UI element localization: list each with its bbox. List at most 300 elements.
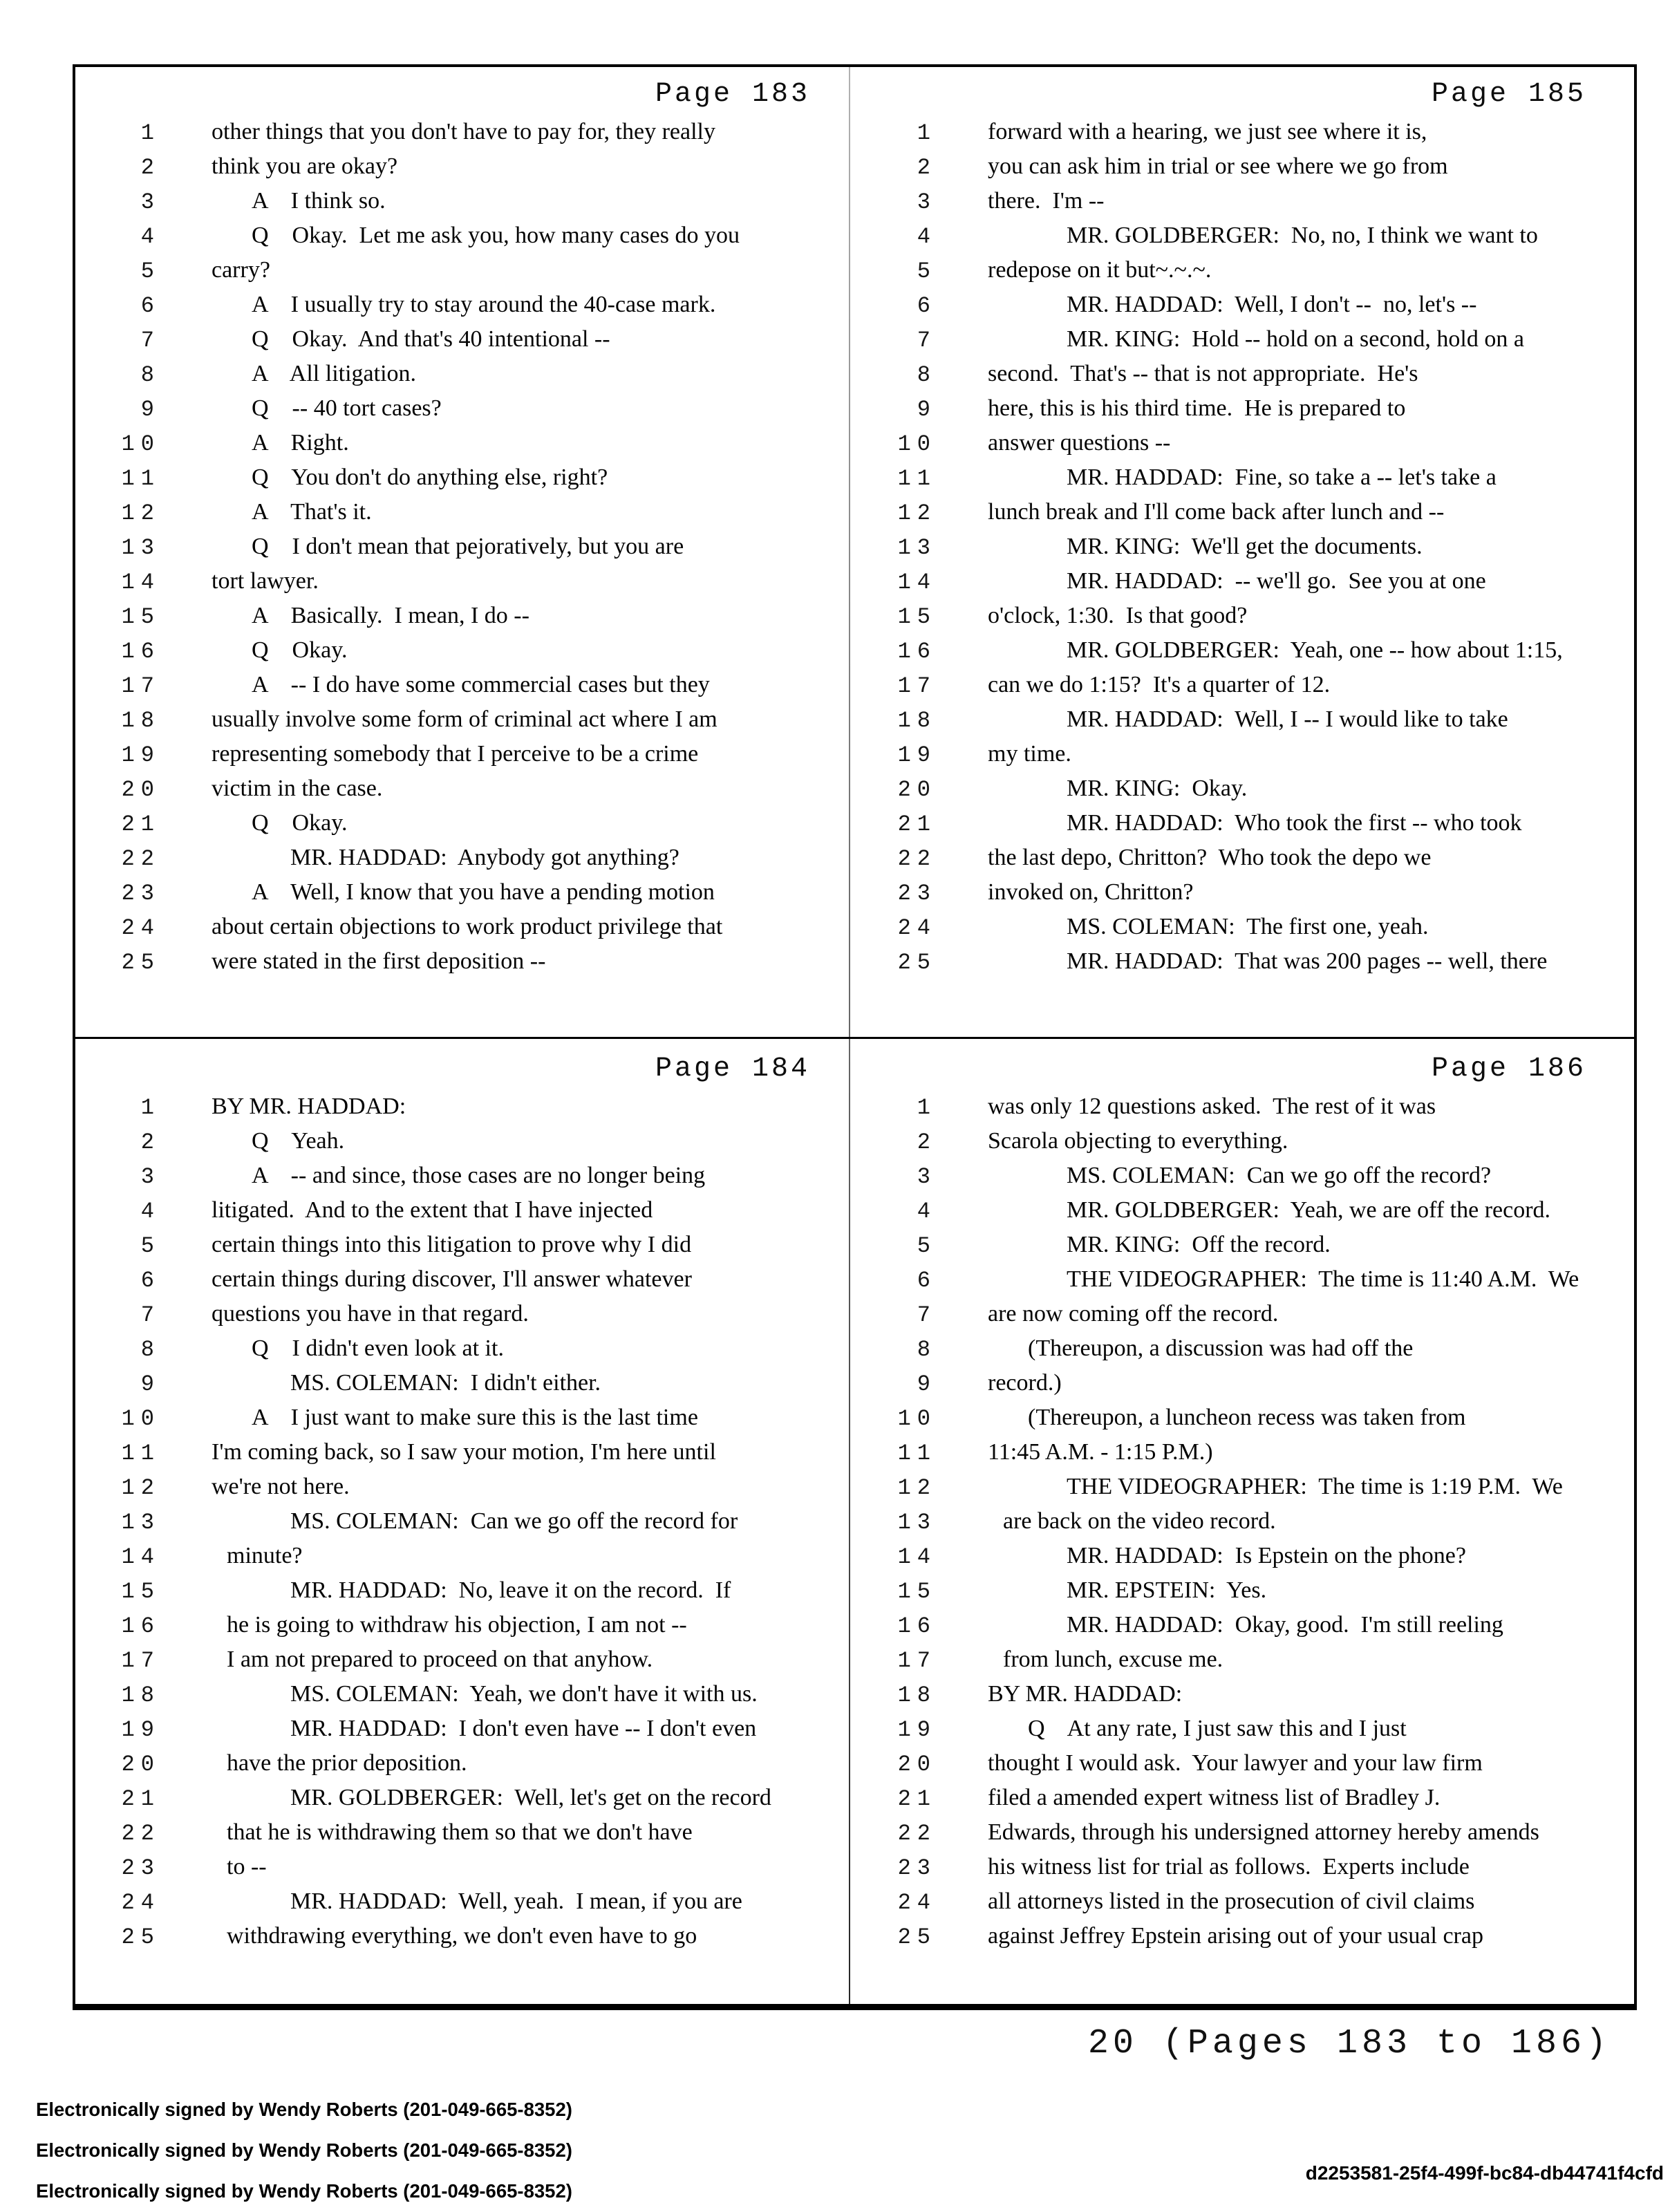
line-number: 12 [121,500,160,526]
transcript-line [873,288,1607,322]
line-number: 12 [897,500,937,526]
line-text: against Jeffrey Epstein arising out of your usual crap [988,1923,1483,1949]
transcript-line [97,910,831,944]
transcript-line [873,115,1607,149]
line-text: A All litigation. [252,361,417,386]
line-number: 17 [897,673,937,699]
line-number: 9 [140,397,160,422]
transcript-line [97,771,831,806]
transcript-line [873,910,1607,944]
transcript-line [97,1435,831,1470]
line-number: 13 [897,1510,937,1535]
line-text: certain things during discover, I'll answer whatever [212,1266,692,1292]
line-text: are back on the video record. [1003,1508,1276,1534]
line-number: 7 [140,328,160,353]
transcript-line [873,1228,1607,1262]
line-text: A Well, I know that you have a pending motion [252,879,715,905]
transcript-line [97,1262,831,1297]
transcript-line [873,149,1607,184]
line-text: Q -- 40 tort cases? [252,395,442,421]
transcript-line [97,1573,831,1608]
transcript-line [873,633,1607,668]
transcript-line [97,806,831,841]
line-number: 2 [917,1130,937,1155]
line-number: 2 [140,155,160,180]
line-text: about certain objections to work product privilege that [212,914,723,939]
page-186-header: Page 186 [1431,1053,1586,1085]
signature-line: Electronically signed by Wendy Roberts (201-049-665-8352) [36,2099,572,2120]
transcript-line [97,1884,831,1919]
transcript-line [873,1781,1607,1815]
line-text: A -- I do have some commercial cases but they [252,672,710,697]
transcript-line [97,115,831,149]
line-text: Q I didn't even look at it. [252,1335,504,1361]
transcript-line [97,668,831,702]
transcript-line [97,1228,831,1262]
line-number: 23 [121,881,160,906]
transcript-line [97,1642,831,1677]
transcript-line [873,1884,1607,1919]
line-number: 17 [121,673,160,699]
transcript-line [873,564,1607,599]
line-number: 4 [917,1199,937,1224]
line-text: can we do 1:15? It's a quarter of 12. [988,672,1331,697]
line-number: 21 [121,1786,160,1812]
transcript-line [97,426,831,460]
line-text: think you are okay? [212,153,398,179]
line-number: 3 [917,189,937,215]
transcript-line [873,1124,1607,1159]
line-number: 12 [121,1475,160,1501]
line-number: 1 [917,120,937,146]
line-number: 13 [897,535,937,561]
line-text: THE VIDEOGRAPHER: The time is 1:19 P.M. We [1067,1474,1563,1499]
line-text: Edwards, through his undersigned attorney hereby amends [988,1819,1539,1845]
transcript-line [97,875,831,910]
transcript-line [97,1124,831,1159]
transcript-line [873,1919,1607,1953]
transcript-line [97,737,831,771]
line-number: 19 [897,1717,937,1743]
line-number: 18 [897,1683,937,1708]
line-text: MR. GOLDBERGER: Yeah, we are off the record. [1067,1197,1551,1223]
line-number: 9 [140,1371,160,1397]
line-text: MR. HADDAD: Well, I -- I would like to take [1067,706,1508,732]
line-number: 11 [897,1441,937,1466]
transcript-line [873,1677,1607,1712]
line-text: MR. HADDAD: Fine, so take a -- let's take a [1067,465,1497,490]
transcript-line [97,184,831,218]
transcript-line [97,599,831,633]
line-text: MS. COLEMAN: Can we go off the record for [290,1508,738,1534]
transcript-line [873,218,1607,253]
line-text: THE VIDEOGRAPHER: The time is 11:40 A.M. We [1067,1266,1579,1292]
transcript-line [97,1815,831,1850]
transcript-line [97,1400,831,1435]
transcript-line [873,1712,1607,1746]
line-number: 1 [140,120,160,146]
line-number: 19 [121,1717,160,1743]
transcript-line [97,1539,831,1573]
line-text: withdrawing everything, we don't even have to go [227,1923,697,1949]
horizontal-divider [73,1037,1637,1039]
line-text: MR. KING: We'll get the documents. [1067,534,1423,559]
transcript-line [97,495,831,529]
transcript-line [873,1539,1607,1573]
transcript-line [873,184,1607,218]
line-number: 19 [897,742,937,768]
line-text: redepose on it but~.~.~. [988,257,1212,283]
line-text: MR. HADDAD: Well, yeah. I mean, if you are [290,1888,742,1914]
line-text: Q At any rate, I just saw this and I just [1028,1716,1407,1741]
page-185-quadrant [873,75,1607,979]
line-number: 14 [121,1544,160,1570]
line-text: MS. COLEMAN: I didn't either. [290,1370,601,1396]
line-text: certain things into this litigation to prove why I did [212,1232,692,1257]
line-number: 15 [897,604,937,630]
line-number: 16 [897,1613,937,1639]
line-text: minute? [227,1543,303,1568]
transcript-line [97,1712,831,1746]
line-text: (Thereupon, a luncheon recess was taken from [1028,1405,1466,1430]
line-number: 25 [897,1924,937,1950]
line-number: 9 [917,397,937,422]
transcript-line [97,1608,831,1642]
transcript-line [97,1193,831,1228]
line-text: MR. HADDAD: Well, I don't -- no, let's -- [1067,292,1477,317]
line-number: 16 [121,639,160,664]
line-number: 21 [121,812,160,837]
transcript-line [873,1297,1607,1331]
transcript-line [97,253,831,288]
line-text: Q Okay. And that's 40 intentional -- [252,326,610,352]
transcript-line [873,426,1607,460]
line-number: 17 [897,1648,937,1674]
transcript-line [97,391,831,426]
transcript-line [873,806,1607,841]
line-text: victim in the case. [212,776,383,801]
sheet-page-label: 20 (Pages 183 to 186) [1087,2024,1611,2063]
transcript-line [873,391,1607,426]
line-text: Scarola objecting to everything. [988,1128,1288,1154]
line-number: 23 [897,881,937,906]
line-text: MR. HADDAD: No, leave it on the record. If [290,1577,731,1603]
transcript-line [97,1470,831,1504]
transcript-line [97,1504,831,1539]
line-text: MR. KING: Off the record. [1067,1232,1331,1257]
transcript-line [873,668,1607,702]
line-number: 5 [917,259,937,284]
line-text: Q Yeah. [252,1128,345,1154]
line-text: carry? [212,257,270,283]
line-text: MS. COLEMAN: Can we go off the record? [1067,1163,1492,1188]
line-number: 18 [897,708,937,733]
transcript-line [873,1642,1607,1677]
line-text: MR. KING: Okay. [1067,776,1248,801]
transcript-line [873,1089,1607,1124]
line-text: MR. HADDAD: -- we'll go. See you at one [1067,568,1486,594]
line-number: 14 [897,1544,937,1570]
line-number: 13 [121,535,160,561]
line-number: 24 [897,1890,937,1915]
line-text: MS. COLEMAN: The first one, yeah. [1067,914,1429,939]
transcript-line [873,944,1607,979]
line-number: 20 [121,777,160,803]
transcript-line [97,1297,831,1331]
line-text: MR. HADDAD: That was 200 pages -- well, there [1067,948,1548,974]
line-text: BY MR. HADDAD: [988,1681,1183,1707]
line-number: 1 [917,1095,937,1121]
line-number: 16 [897,639,937,664]
line-text: A Basically. I mean, I do -- [252,603,529,628]
line-text: second. That's -- that is not appropriate. He's [988,361,1418,386]
line-number: 8 [140,362,160,388]
transcript-line [873,1262,1607,1297]
line-text: the last depo, Chritton? Who took the depo we [988,845,1432,870]
line-text: answer questions -- [988,430,1171,456]
line-number: 9 [917,1371,937,1397]
line-number: 11 [121,1441,160,1466]
line-text: all attorneys listed in the prosecution of civil claims [988,1888,1475,1914]
transcript-line [873,495,1607,529]
line-text: were stated in the first deposition -- [212,948,546,974]
line-number: 14 [121,570,160,595]
line-number: 25 [121,950,160,975]
line-text: A -- and since, those cases are no longer being [252,1163,706,1188]
line-number: 10 [897,1406,937,1432]
line-number: 11 [897,466,937,491]
line-text: Q You don't do anything else, right? [252,465,608,490]
line-number: 22 [121,1821,160,1846]
transcript-line [873,702,1607,737]
line-text: MR. GOLDBERGER: Well, let's get on the record [290,1785,771,1810]
line-number: 8 [917,362,937,388]
line-number: 2 [140,1130,160,1155]
page-186-quadrant [873,1049,1607,1953]
transcript-line [873,322,1607,357]
transcript-line [873,1435,1607,1470]
transcript-line [97,1746,831,1781]
transcript-line [873,1815,1607,1850]
line-number: 14 [897,570,937,595]
line-number: 24 [121,1890,160,1915]
line-number: 10 [121,1406,160,1432]
line-number: 21 [897,812,937,837]
transcript-line [873,1193,1607,1228]
page-185-header: Page 185 [1431,79,1586,110]
line-text: A I just want to make sure this is the last time [252,1405,698,1430]
page-183-header: Page 183 [655,79,810,110]
transcript-line [873,841,1607,875]
transcript-line [97,1366,831,1400]
line-number: 12 [897,1475,937,1501]
transcript-line [873,1504,1607,1539]
page-184-quadrant [97,1049,831,1953]
line-text: 11:45 A.M. - 1:15 P.M.) [988,1439,1213,1465]
transcript-line [873,253,1607,288]
line-text: invoked on, Chritton? [988,879,1194,905]
line-number: 20 [897,777,937,803]
line-number: 6 [140,1268,160,1293]
line-number: 23 [897,1855,937,1881]
page-185-body [873,115,1607,979]
line-text: MR. KING: Hold -- hold on a second, hold on a [1067,326,1524,352]
transcript-line [97,357,831,391]
line-number: 2 [917,155,937,180]
line-text: MR. GOLDBERGER: Yeah, one -- how about 1:15, [1067,637,1563,663]
transcript-line [97,1677,831,1712]
page-183-quadrant [97,75,831,979]
line-number: 23 [121,1855,160,1881]
line-text: Q I don't mean that pejoratively, but you are [252,534,684,559]
line-text: MR. HADDAD: Is Epstein on the phone? [1067,1543,1466,1568]
transcript-line [97,944,831,979]
line-text: litigated. And to the extent that I have injected [212,1197,653,1223]
transcript-line [97,529,831,564]
transcript-line [97,1781,831,1815]
line-number: 5 [140,1233,160,1259]
line-text: we're not here. [212,1474,350,1499]
line-text: Q Okay. [252,637,348,663]
transcript-line [97,1331,831,1366]
document-id: d2253581-25f4-499f-bc84-db44741f4cfd [1305,2162,1664,2184]
transcript-line [97,633,831,668]
transcript-line [873,771,1607,806]
vertical-divider [849,64,850,2010]
transcript-line [873,1366,1607,1400]
transcript-line [873,1608,1607,1642]
line-number: 25 [121,1924,160,1950]
line-text: are now coming off the record. [988,1301,1279,1327]
line-text: other things that you don't have to pay for, they really [212,119,715,144]
line-number: 8 [917,1337,937,1362]
line-number: 5 [917,1233,937,1259]
signature-block [36,2089,572,2211]
line-text: A That's it. [252,499,372,525]
line-text: MR. EPSTEIN: Yes. [1067,1577,1267,1603]
line-number: 3 [917,1164,937,1190]
line-text: Q Okay. Let me ask you, how many cases do you [252,223,740,248]
line-text: (Thereupon, a discussion was had off the [1028,1335,1414,1361]
page-183-body [97,115,831,979]
line-text: I am not prepared to proceed on that anyhow. [227,1647,653,1672]
line-number: 25 [897,950,937,975]
line-number: 10 [121,431,160,457]
line-text: have the prior deposition. [227,1750,467,1776]
signature-line: Electronically signed by Wendy Roberts (201-049-665-8352) [36,2139,572,2161]
transcript-line [97,841,831,875]
transcript-line [873,1400,1607,1435]
transcript-line [873,1850,1607,1884]
line-number: 7 [140,1302,160,1328]
line-number: 22 [121,846,160,872]
line-number: 18 [121,1683,160,1708]
line-text: forward with a hearing, we just see where it is, [988,119,1427,144]
line-number: 15 [121,1579,160,1604]
line-text: I'm coming back, so I saw your motion, I'm here until [212,1439,716,1465]
line-text: MS. COLEMAN: Yeah, we don't have it with us. [290,1681,758,1707]
line-number: 5 [140,259,160,284]
line-text: my time. [988,741,1071,767]
transcript-line [873,529,1607,564]
line-number: 22 [897,1821,937,1846]
transcript-line [873,460,1607,495]
line-text: thought I would ask. Your lawyer and your law firm [988,1750,1483,1776]
line-number: 18 [121,708,160,733]
transcript-line [97,702,831,737]
transcript-line [97,288,831,322]
page-186-body [873,1089,1607,1953]
line-text: A I think so. [252,188,386,214]
line-text: that he is withdrawing them so that we don't have [227,1819,693,1845]
line-number: 6 [140,293,160,319]
line-number: 20 [121,1752,160,1777]
line-number: 19 [121,742,160,768]
line-text: BY MR. HADDAD: [212,1094,406,1119]
transcript-line [873,599,1607,633]
line-text: questions you have in that regard. [212,1301,529,1327]
page-184-body [97,1089,831,1953]
line-number: 7 [917,328,937,353]
transcript-line [873,737,1607,771]
line-number: 6 [917,293,937,319]
transcript-line [873,1159,1607,1193]
line-text: to -- [227,1854,267,1880]
transcript-line [873,1331,1607,1366]
line-number: 21 [897,1786,937,1812]
line-number: 13 [121,1510,160,1535]
line-number: 4 [140,224,160,250]
line-text: from lunch, excuse me. [1003,1647,1223,1672]
line-text: o'clock, 1:30. Is that good? [988,603,1248,628]
line-text: representing somebody that I perceive to be a crime [212,741,699,767]
line-number: 15 [121,604,160,630]
line-text: his witness list for trial as follows. Experts include [988,1854,1470,1880]
transcript-line [873,1573,1607,1608]
transcript-line [97,218,831,253]
transcript-line [97,1850,831,1884]
line-text: record.) [988,1370,1062,1396]
line-number: 11 [121,466,160,491]
line-text: MR. GOLDBERGER: No, no, I think we want to [1067,223,1538,248]
line-text: you can ask him in trial or see where we go from [988,153,1448,179]
transcript-line [873,357,1607,391]
transcript-line [873,1470,1607,1504]
transcript-line [873,1746,1607,1781]
line-text: A I usually try to stay around the 40-case mark. [252,292,716,317]
transcript-line [97,564,831,599]
line-text: was only 12 questions asked. The rest of it was [988,1094,1436,1119]
line-text: A Right. [252,430,349,456]
transcript-line [97,149,831,184]
line-number: 24 [121,915,160,941]
line-number: 24 [897,915,937,941]
transcript-line [97,322,831,357]
line-number: 16 [121,1613,160,1639]
transcript-line [97,460,831,495]
line-number: 15 [897,1579,937,1604]
line-text: MR. HADDAD: Anybody got anything? [290,845,679,870]
line-number: 4 [140,1199,160,1224]
transcript-line [97,1089,831,1124]
line-number: 4 [917,224,937,250]
line-number: 3 [140,1164,160,1190]
line-number: 17 [121,1648,160,1674]
line-text: he is going to withdraw his objection, I am not -- [227,1612,687,1638]
page-184-header: Page 184 [655,1053,810,1085]
line-text: here, this is his third time. He is prepared to [988,395,1406,421]
transcript-line [97,1919,831,1953]
